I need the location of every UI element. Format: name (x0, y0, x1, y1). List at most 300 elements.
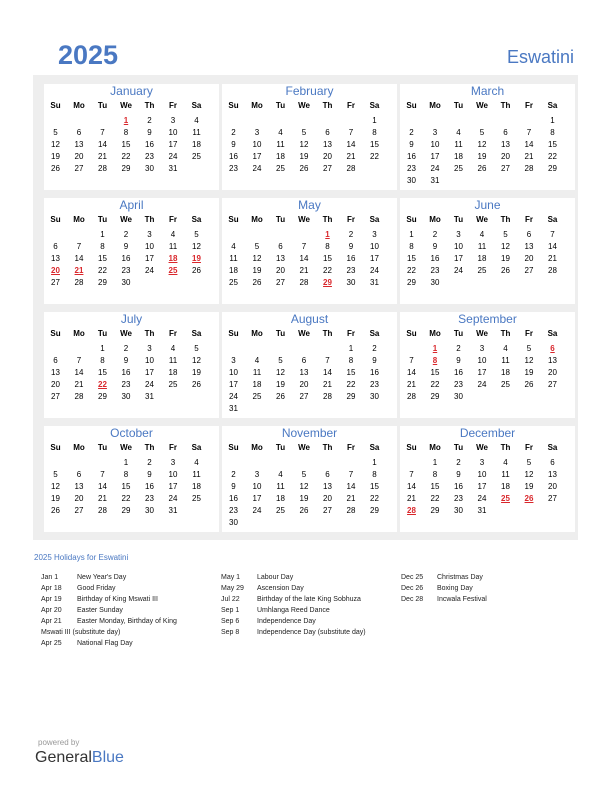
holiday-row (41, 585, 116, 592)
holiday-row (41, 574, 126, 581)
calendar-day: 14 (407, 368, 416, 377)
calendar-day: 6 (526, 230, 532, 239)
weekday-header: Th (500, 329, 511, 338)
calendar-day: 21 (346, 152, 356, 161)
calendar-day: 18 (501, 482, 510, 491)
weekday-header: We (476, 101, 488, 110)
calendar-day: 25 (192, 494, 201, 503)
calendar-day: 14 (98, 140, 107, 149)
calendar-day: 12 (276, 368, 285, 377)
weekday-header: We (476, 215, 488, 224)
calendar-day: 29 (121, 506, 131, 515)
calendar-day: 31 (145, 392, 154, 401)
calendar-day: 20 (323, 494, 332, 503)
calendar-day: 9 (348, 242, 354, 251)
calendar-day: 3 (147, 230, 152, 239)
calendar-day: 17 (145, 254, 154, 263)
calendar-day: 13 (51, 368, 60, 377)
weekday-header: Tu (97, 329, 108, 338)
holiday-date: 26 (524, 494, 534, 503)
calendar-day: 5 (526, 458, 532, 467)
weekday-header: Mo (73, 215, 85, 224)
calendar-day: 10 (430, 140, 440, 149)
holiday-name: Easter Sunday (77, 607, 123, 614)
calendar-day: 27 (74, 164, 84, 173)
weekday-header: Fr (347, 329, 355, 338)
calendar-day: 6 (503, 128, 508, 137)
calendar-day: 15 (98, 368, 107, 377)
calendar-day: 30 (454, 506, 463, 515)
calendar-day: 26 (51, 506, 60, 515)
calendar-day: 12 (51, 482, 60, 491)
month-february (222, 84, 397, 190)
brand-name-general: General (35, 749, 92, 766)
calendar-day: 18 (477, 254, 487, 263)
calendar-day: 30 (454, 392, 463, 401)
calendar-day: 20 (74, 152, 84, 161)
calendar-day: 22 (121, 152, 131, 161)
weekday-header: Tu (453, 329, 464, 338)
country-title: Eswatini (506, 47, 574, 67)
holiday-name: National Flag Day (77, 640, 133, 647)
calendar-day: 29 (407, 278, 416, 287)
calendar-day: 24 (430, 164, 440, 173)
calendar-day: 28 (524, 164, 534, 173)
calendar-day: 9 (456, 470, 461, 479)
calendar-day: 18 (252, 380, 262, 389)
calendar-day: 1 (550, 116, 555, 125)
calendar-day: 2 (456, 344, 461, 353)
calendar-day: 11 (168, 242, 178, 251)
calendar-day: 20 (548, 482, 557, 491)
month-october (44, 426, 219, 532)
weekday-header: Fr (169, 329, 177, 338)
calendar-day: 21 (299, 266, 309, 275)
brand-name-blue: Blue (91, 749, 124, 766)
calendar-day: 18 (192, 140, 201, 149)
weekday-header: Mo (251, 329, 263, 338)
calendar-day: 7 (348, 128, 354, 137)
calendar-day: 19 (192, 368, 201, 377)
calendar-day: 25 (454, 164, 463, 173)
calendar-day: 6 (53, 242, 58, 251)
calendar-day: 13 (323, 140, 332, 149)
weekday-header: Tu (97, 101, 108, 110)
calendar-day: 24 (168, 494, 178, 503)
calendar-day: 24 (370, 266, 379, 275)
calendar-day: 30 (346, 278, 356, 287)
holiday-name-continued: Mswati III (substitute day) (41, 629, 121, 636)
calendar-day: 12 (192, 242, 201, 251)
weekday-header: Fr (525, 101, 533, 110)
calendar-day: 9 (456, 356, 461, 365)
calendar-day: 30 (145, 506, 154, 515)
calendar-day: 3 (432, 128, 438, 137)
weekday-header: Tu (275, 101, 286, 110)
calendar-day: 19 (501, 254, 510, 263)
calendar-day: 8 (372, 470, 377, 479)
calendar-day: 22 (548, 152, 557, 161)
calendar-day: 16 (229, 494, 238, 503)
weekday-header: Tu (275, 443, 286, 452)
holiday-date-label: Jan 1 (41, 574, 59, 581)
calendar-day: 4 (194, 116, 199, 125)
weekday-header: Mo (73, 443, 85, 452)
year-title: 2025 (58, 40, 119, 70)
calendar-day: 10 (145, 356, 154, 365)
calendar-day: 22 (407, 266, 416, 275)
calendar-day: 19 (276, 380, 285, 389)
calendar-day: 7 (409, 470, 414, 479)
calendar-day: 9 (432, 242, 438, 251)
weekday-header: We (476, 443, 488, 452)
holiday-date: 1 (432, 344, 438, 353)
calendar-day: 14 (407, 482, 416, 491)
calendar-day: 1 (348, 344, 354, 353)
calendar-day: 26 (192, 380, 201, 389)
calendar-day: 31 (477, 506, 487, 515)
calendar-day: 5 (278, 356, 283, 365)
calendar-day: 2 (147, 458, 152, 467)
month-name: January (110, 84, 153, 98)
calendar-day: 23 (346, 266, 356, 275)
calendar-day: 14 (346, 140, 356, 149)
calendar-day: 10 (145, 242, 154, 251)
calendar-day: 20 (51, 380, 60, 389)
month-january (44, 84, 219, 190)
holiday-date-label: Jul 22 (221, 596, 240, 603)
calendar-day: 13 (548, 470, 557, 479)
month-name: November (281, 426, 338, 440)
calendar-day: 20 (524, 254, 534, 263)
calendar-day: 7 (76, 356, 82, 365)
calendar-day: 11 (229, 254, 238, 263)
calendar-day: 16 (407, 152, 416, 161)
calendar-day: 8 (372, 128, 377, 137)
calendar-day: 19 (299, 494, 309, 503)
weekday-header: Fr (525, 443, 533, 452)
calendar-day: 21 (98, 152, 107, 161)
calendar-day: 12 (299, 482, 309, 491)
calendar-day: 27 (501, 164, 510, 173)
weekday-header: Sa (191, 329, 202, 338)
holiday-name: Christmas Day (437, 574, 483, 581)
calendar-day: 12 (252, 254, 262, 263)
calendar-day: 8 (100, 242, 105, 251)
brand-logo (35, 749, 124, 767)
calendar-day: 21 (98, 494, 107, 503)
calendar-day: 22 (430, 380, 440, 389)
weekday-header: Sa (191, 101, 202, 110)
calendar-day: 22 (430, 494, 440, 503)
holiday-row (221, 629, 366, 636)
calendar-day: 16 (145, 482, 154, 491)
calendar-day: 5 (479, 128, 485, 137)
calendar-day: 26 (501, 266, 510, 275)
holiday-name: Easter Monday, Birthday of King (77, 618, 177, 625)
calendar-day: 23 (145, 494, 154, 503)
calendar-day: 15 (98, 254, 107, 263)
calendar-day: 17 (477, 482, 487, 491)
holiday-date-label: Sep 6 (221, 618, 240, 625)
holiday-date-label: Apr 20 (41, 607, 62, 614)
calendar-day: 14 (524, 140, 534, 149)
holiday-date: 1 (325, 230, 330, 239)
weekday-header: Mo (429, 215, 441, 224)
holiday-date-label: May 1 (221, 574, 241, 581)
calendar-day: 25 (252, 392, 262, 401)
weekday-header: Sa (547, 215, 558, 224)
holiday-date: 8 (432, 356, 438, 365)
calendar-day: 17 (454, 254, 463, 263)
calendar-day: 16 (346, 254, 356, 263)
calendar-day: 30 (407, 176, 416, 185)
calendar-day: 31 (168, 164, 178, 173)
holiday-name: Labour Day (257, 574, 294, 581)
calendar-day: 18 (454, 152, 463, 161)
weekday-header: Fr (525, 215, 533, 224)
calendar-day: 23 (454, 380, 463, 389)
calendar-day: 14 (346, 482, 356, 491)
calendar-day: 28 (74, 278, 84, 287)
holiday-name: Good Friday (77, 585, 116, 592)
weekday-header: We (298, 329, 310, 338)
calendar-day: 29 (121, 164, 131, 173)
calendar-day: 4 (503, 344, 508, 353)
calendar-day: 8 (123, 470, 129, 479)
calendar-day: 21 (407, 494, 416, 503)
holiday-name: Independence Day (257, 618, 316, 625)
month-name: October (110, 426, 153, 440)
month-name: September (458, 312, 517, 326)
holiday-row (401, 585, 473, 592)
calendar-day: 23 (370, 380, 379, 389)
holiday-row (41, 640, 133, 647)
calendar-day: 29 (98, 392, 107, 401)
calendar-day: 25 (276, 506, 285, 515)
calendar-day: 23 (229, 506, 238, 515)
calendar-day: 19 (299, 152, 309, 161)
weekday-header: Th (500, 443, 511, 452)
month-march (400, 84, 575, 190)
weekday-header: We (120, 101, 132, 110)
calendar-day: 1 (100, 230, 105, 239)
weekday-header: Fr (169, 443, 177, 452)
calendar-day: 4 (170, 344, 176, 353)
calendar-day: 28 (346, 164, 356, 173)
calendar-day: 22 (370, 152, 379, 161)
month-name: August (290, 312, 329, 326)
calendar-day: 16 (430, 254, 440, 263)
calendar-day: 31 (168, 506, 178, 515)
calendar-day: 10 (370, 242, 379, 251)
calendar-day: 23 (121, 266, 131, 275)
calendar-day: 27 (323, 164, 332, 173)
weekday-header: We (120, 443, 132, 452)
calendar-day: 13 (524, 242, 534, 251)
calendar-day: 25 (276, 164, 285, 173)
calendar-day: 31 (229, 404, 238, 413)
calendar-day: 5 (53, 128, 58, 137)
calendar-day: 24 (252, 506, 262, 515)
calendar-day: 4 (456, 128, 461, 137)
calendar-day: 4 (278, 128, 283, 137)
calendar-day: 15 (407, 254, 416, 263)
weekday-header: Sa (369, 443, 380, 452)
calendar-day: 18 (229, 266, 238, 275)
calendar-day: 26 (276, 392, 285, 401)
calendar-day: 14 (74, 368, 84, 377)
calendar-day: 7 (100, 128, 105, 137)
weekday-header: Su (50, 443, 61, 452)
calendar-day: 10 (252, 482, 262, 491)
calendar-day: 14 (548, 242, 557, 251)
calendar-day: 9 (123, 356, 129, 365)
calendar-day: 15 (121, 482, 131, 491)
holiday-date: 20 (51, 266, 60, 275)
calendar-day: 12 (524, 470, 534, 479)
calendar-day: 7 (526, 128, 532, 137)
calendar-day: 19 (51, 494, 60, 503)
weekday-header: Su (228, 101, 239, 110)
calendar-day: 10 (229, 368, 238, 377)
month-name: April (119, 198, 144, 212)
weekday-header: Mo (251, 443, 263, 452)
calendar-day: 12 (51, 140, 60, 149)
calendar-day: 9 (147, 128, 152, 137)
holiday-date: 18 (168, 254, 178, 263)
weekday-header: Mo (251, 215, 263, 224)
calendar-day: 20 (276, 266, 285, 275)
calendar-day: 2 (409, 128, 414, 137)
calendar-day: 30 (430, 278, 440, 287)
month-june (400, 198, 575, 304)
calendar-day: 2 (372, 344, 377, 353)
holiday-name: Ascension Day (257, 585, 304, 592)
calendar-day: 10 (477, 470, 487, 479)
calendar-day: 5 (526, 344, 532, 353)
calendar-day: 8 (409, 242, 414, 251)
weekday-header: Fr (169, 215, 177, 224)
calendar-day: 21 (407, 380, 416, 389)
calendar-day: 2 (348, 230, 354, 239)
calendar-day: 22 (121, 494, 131, 503)
calendar-day: 21 (74, 380, 84, 389)
calendar-day: 10 (168, 128, 178, 137)
weekday-header: Th (500, 101, 511, 110)
calendar-day: 24 (229, 392, 238, 401)
holiday-name: Birthday of the late King Sobhuza (257, 596, 361, 603)
weekday-header: Th (322, 443, 333, 452)
calendar-day: 26 (51, 164, 60, 173)
calendar-day: 28 (98, 164, 107, 173)
calendar-day: 1 (409, 230, 414, 239)
calendar-day: 29 (346, 392, 356, 401)
calendar-day: 11 (477, 242, 487, 251)
calendar-day: 8 (550, 128, 555, 137)
calendar-day: 23 (407, 164, 416, 173)
holiday-date: 22 (98, 380, 107, 389)
calendar-day: 20 (323, 152, 332, 161)
calendar-day: 23 (121, 380, 131, 389)
calendar-day: 12 (524, 356, 534, 365)
holiday-name: Incwala Festival (437, 596, 487, 603)
calendar-day: 9 (147, 470, 152, 479)
month-april (44, 198, 219, 304)
calendar-day: 9 (123, 242, 129, 251)
calendar-day: 26 (192, 266, 201, 275)
calendar-day: 13 (276, 254, 285, 263)
calendar-day: 20 (74, 494, 84, 503)
weekday-header: Su (50, 101, 61, 110)
weekday-header: Tu (453, 443, 464, 452)
calendar-day: 15 (430, 482, 440, 491)
weekday-header: Th (144, 329, 155, 338)
calendar-day: 2 (123, 344, 129, 353)
calendar-day: 16 (370, 368, 379, 377)
weekday-header: Th (144, 215, 155, 224)
calendar-day: 1 (372, 116, 377, 125)
calendar-day: 23 (229, 164, 238, 173)
weekday-header: Th (144, 443, 155, 452)
calendar-day: 26 (524, 380, 534, 389)
calendar-day: 26 (477, 164, 487, 173)
calendar-day: 6 (550, 458, 555, 467)
calendar-day: 3 (231, 356, 236, 365)
calendar-day: 31 (370, 278, 379, 287)
weekday-header: We (298, 443, 310, 452)
holiday-date-label: Apr 18 (41, 585, 62, 592)
calendar-day: 13 (548, 356, 557, 365)
calendar-day: 18 (276, 152, 285, 161)
calendar-day: 30 (121, 392, 131, 401)
holiday-row (221, 596, 361, 603)
calendar-day: 14 (98, 482, 107, 491)
holiday-date: 1 (123, 116, 129, 125)
weekday-header: Su (406, 329, 417, 338)
calendar-day: 5 (301, 128, 307, 137)
calendar-day: 5 (503, 230, 508, 239)
weekday-header: We (298, 101, 310, 110)
calendar-day: 18 (501, 368, 510, 377)
calendar-day: 25 (192, 152, 201, 161)
calendar-day: 17 (477, 368, 487, 377)
calendar-day: 10 (454, 242, 463, 251)
weekday-header: Mo (73, 329, 85, 338)
calendar-day: 17 (145, 368, 154, 377)
holiday-date-label: Dec 25 (401, 574, 424, 581)
calendar-day: 13 (299, 368, 309, 377)
month-name: May (298, 198, 321, 212)
calendar-day: 28 (407, 392, 416, 401)
calendar-day: 29 (370, 506, 379, 515)
calendar-day: 12 (192, 356, 201, 365)
calendar-day: 24 (477, 494, 487, 503)
calendar-day: 3 (372, 230, 377, 239)
weekday-header: Tu (97, 443, 108, 452)
calendar-day: 14 (74, 254, 84, 263)
calendar-day: 26 (299, 506, 309, 515)
calendar-day: 28 (74, 392, 84, 401)
holiday-date: 6 (550, 344, 555, 353)
weekday-header: Mo (429, 329, 441, 338)
calendar-day: 15 (323, 254, 332, 263)
weekday-header: Mo (429, 443, 441, 452)
weekday-header: Tu (97, 215, 108, 224)
calendar-day: 28 (299, 278, 309, 287)
holiday-row (41, 596, 158, 603)
month-name: July (120, 312, 143, 326)
